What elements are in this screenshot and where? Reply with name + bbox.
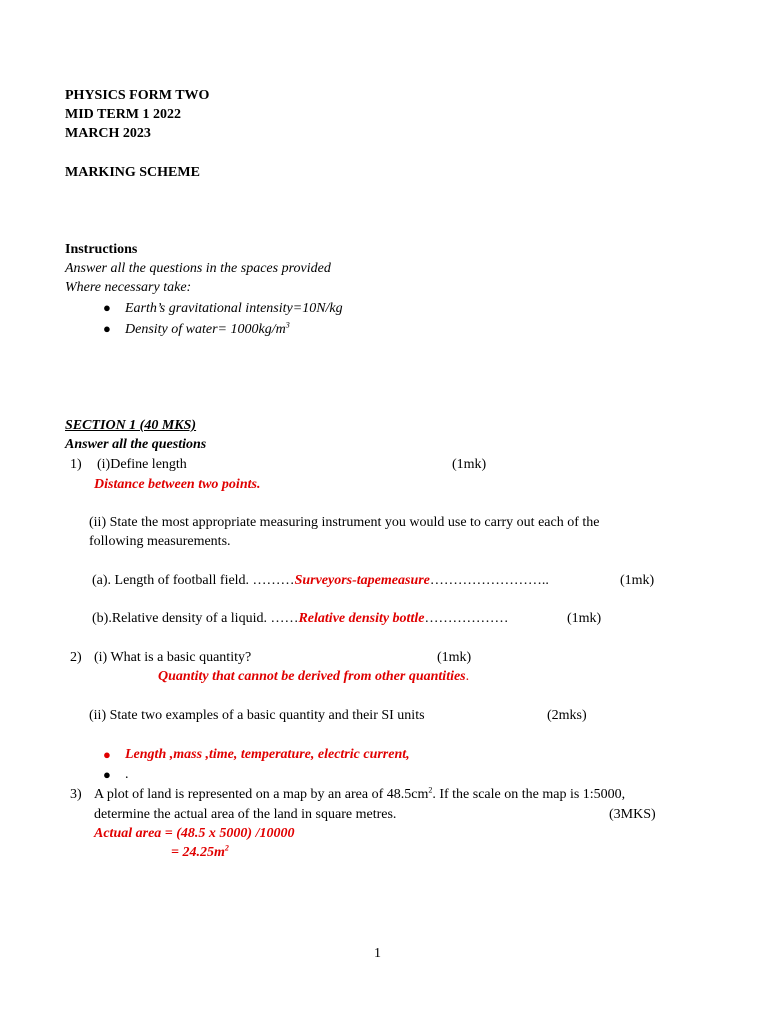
q1-number: 1) [70, 457, 82, 472]
q2-part-ii-marks: (2mks) [547, 708, 587, 723]
q1-part-i-marks: (1mk) [452, 457, 487, 472]
instructions-heading: Instructions [65, 242, 138, 257]
q2-number: 2) [70, 650, 82, 665]
q1-part-b: (b).Relative density of a liquid. ……Relative density bottle……………… [92, 611, 509, 626]
bullet-icon: ● [103, 747, 111, 762]
bullet-icon: ● [103, 767, 111, 782]
header-title: PHYSICS FORM TWO [65, 88, 210, 103]
q1-part-ii-line2: following measurements. [89, 534, 231, 549]
q1-answer-a: Surveyors-tapemeasure [294, 573, 430, 588]
q1-answer-i: Distance between two points. [94, 477, 261, 492]
q1-part-a: (a). Length of football field. ………Surveyors-tapemeasure…………………….. [92, 573, 549, 588]
section-title: SECTION 1 (40 MKS) [65, 418, 197, 433]
q2-part-i-marks: (1mk) [437, 650, 472, 665]
instructions-line1: Answer all the questions in the spaces provided [65, 261, 331, 276]
header-term: MID TERM 1 2022 [65, 107, 182, 122]
q1-part-i: (i)Define length [97, 457, 187, 472]
q2-part-ii: (ii) State two examples of a basic quantity and their SI units [89, 708, 425, 723]
q1-part-a-marks: (1mk) [620, 573, 655, 588]
q3-answer-line2: = $24.25m^2$ [171, 843, 229, 860]
instruction-bullet-gravity: Earth’s gravitational intensity=10N/kg [125, 301, 343, 316]
q3-line2: determine the actual area of the land in square metres. [94, 807, 397, 822]
q2-answer-bullet1: Length ,mass ,time, temperature, electric current, [125, 747, 410, 762]
instructions-line2: Where necessary take: [65, 280, 192, 295]
q3-marks: (3MKS) [609, 807, 656, 822]
q3-number: 3) [70, 787, 82, 802]
q1-answer-b: Relative density bottle [298, 611, 425, 626]
q2-answer-bullet2: . [125, 767, 129, 782]
section-subtitle: Answer all the questions [65, 437, 207, 452]
q1-part-b-marks: (1mk) [567, 611, 602, 626]
bullet-icon: ● [103, 300, 111, 315]
q3-line1: A plot of land is represented on a map by an area of $48.5cm^2$. If the scale on the map is 1:5000, [94, 785, 626, 802]
page-number: 1 [374, 946, 381, 961]
q2-answer-i: Quantity that cannot be derived from other quantities. [158, 669, 470, 684]
bullet-icon: ● [103, 321, 111, 336]
marking-scheme-label: MARKING SCHEME [65, 165, 200, 180]
q1-part-ii-line1: (ii) State the most appropriate measuring instrument you would use to carry out each of the [89, 515, 600, 530]
q3-answer-line1: Actual area = (48.5 x 5000) /10000 [94, 826, 295, 841]
header-date: MARCH 2023 [65, 126, 151, 141]
q2-part-i: (i) What is a basic quantity? [94, 650, 252, 665]
instruction-bullet-density: Density of water= $1000kg/m^3$ [125, 320, 290, 337]
